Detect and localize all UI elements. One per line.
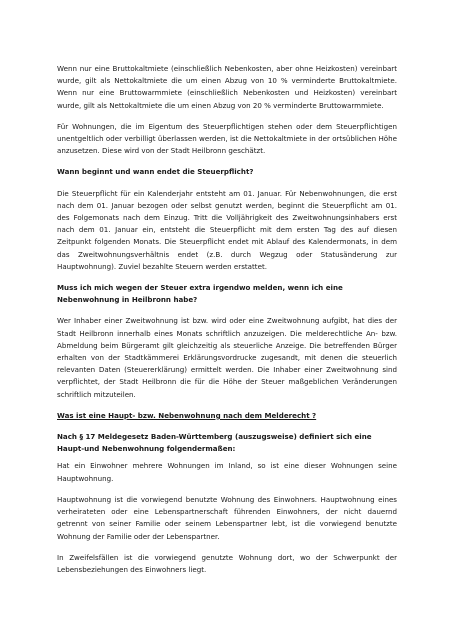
paragraph-zweifelsfaelle: In Zweifelsfällen ist die vorwiegend genutzte Wohnung dort, wo der Schwerpunkt der Lebensbeziehungen des Einwohners liegt. [57, 552, 397, 574]
paragraph-melden: Wer Inhaber einer Zweitwohnung ist bzw. wird oder eine Zweitwohnung aufgibt, hat dies der Stadt Heilbronn innerhalb eines Monats schriftlich anzuzeigen. Die melderechtliche An- bzw. Abmeldung beim Bürgeramt gilt gleichzeitig als steuerliche Anzeige. Die betreffenden Bürger erhalten von der Stadtkämmerei Erklärungsvordrucke zugesandt, mit denen die steuerlich relevanten Daten (Steuererklärung) ermittelt werden. Die Inhaber einer Zweitwohnung sind verpflichtet, der Stadt Heilbronn die für die Höhe der Steuer maßgeblichen Veränderungen schriftlich mitzuteilen. [57, 316, 397, 399]
paragraph-steuerpflicht: Die Steuerpflicht für ein Kalenderjahr entsteht am 01. Januar. Für Nebenwohnungen, die erst nach dem 01. Januar bezogen oder selbst genutzt werden, beginnt die Steuerpflicht am 01. des Folgemonats nach dem Einzug. Tritt die Volljährigkeit des Zweitwohnungsinhabers erst nach dem 01. Januar ein, entsteht die Steuerpflicht mit dem ersten Tag des auf diesen Zeitpunkt folgenden Monats. Die Steuerpflicht endet mit Ablauf des Kalendermonats, in dem das Zweitwohnungsverhältnis endet (z.B. durch Wegzug oder Statusänderung zur Hauptwohnung). Zuviel bezahlte Steuern werden erstattet. [57, 188, 397, 271]
heading-melden: Muss ich mich wegen der Steuer extra irgendwo melden, wenn ich eine Nebenwohnung in Heilbronn habe? [57, 283, 343, 305]
heading-meldegesetz: Nach § 17 Meldegesetz Baden-Württemberg (auszugsweise) definiert sich eine Haupt-und Nebenwohnung folgendermaßen: [57, 432, 372, 454]
paragraph-bruttomiete: Wenn nur eine Bruttokaltmiete (einschließlich Nebenkosten, aber ohne Heizkosten) vereinbart wurde, gilt als Nettokaltmiete die um einen Abzug von 10 % verminderte Bruttokaltmiete. Wenn nur eine Bruttowarmmiete (einschließlich Nebenkosten und Heizkosten) vereinbart wurde, gilt als Nettokaltmiete die um einen Abzug von 20 % verminderte Bruttowarmmiete. [57, 64, 397, 110]
heading-steuerpflicht: Wann beginnt und wann endet die Steuerpflicht? [57, 167, 254, 177]
heading-melderecht: Was ist eine Haupt- bzw. Nebenwohnung nach dem Melderecht ? [57, 410, 317, 420]
document-page [57, 63, 397, 585]
paragraph-mehrere-wohnungen: Hat ein Einwohner mehrere Wohnungen im Inland, so ist eine dieser Wohnungen seine Hauptwohnung. [57, 461, 397, 483]
paragraph-hauptwohnung: Hauptwohnung ist die vorwiegend benutzte Wohnung des Einwohners. Hauptwohnung eines verheirateten oder eine Lebenspartnerschaft führenden Einwohners, der nicht dauernd getrennt von seiner Familie oder seinem Lebenspartner lebt, ist die vorwiegend benutzte Wohnung der Familie oder der Lebenspartner. [57, 494, 397, 541]
paragraph-eigentum: Für Wohnungen, die im Eigentum des Steuerpflichtigen stehen oder dem Steuerpflichtigen unentgeltlich oder verbilligt überlassen werden, ist die Nettokaltmiete in der ortsüblichen Höhe anzusetzen. Diese wird von der Stadt Heilbronn geschätzt. [57, 121, 397, 156]
